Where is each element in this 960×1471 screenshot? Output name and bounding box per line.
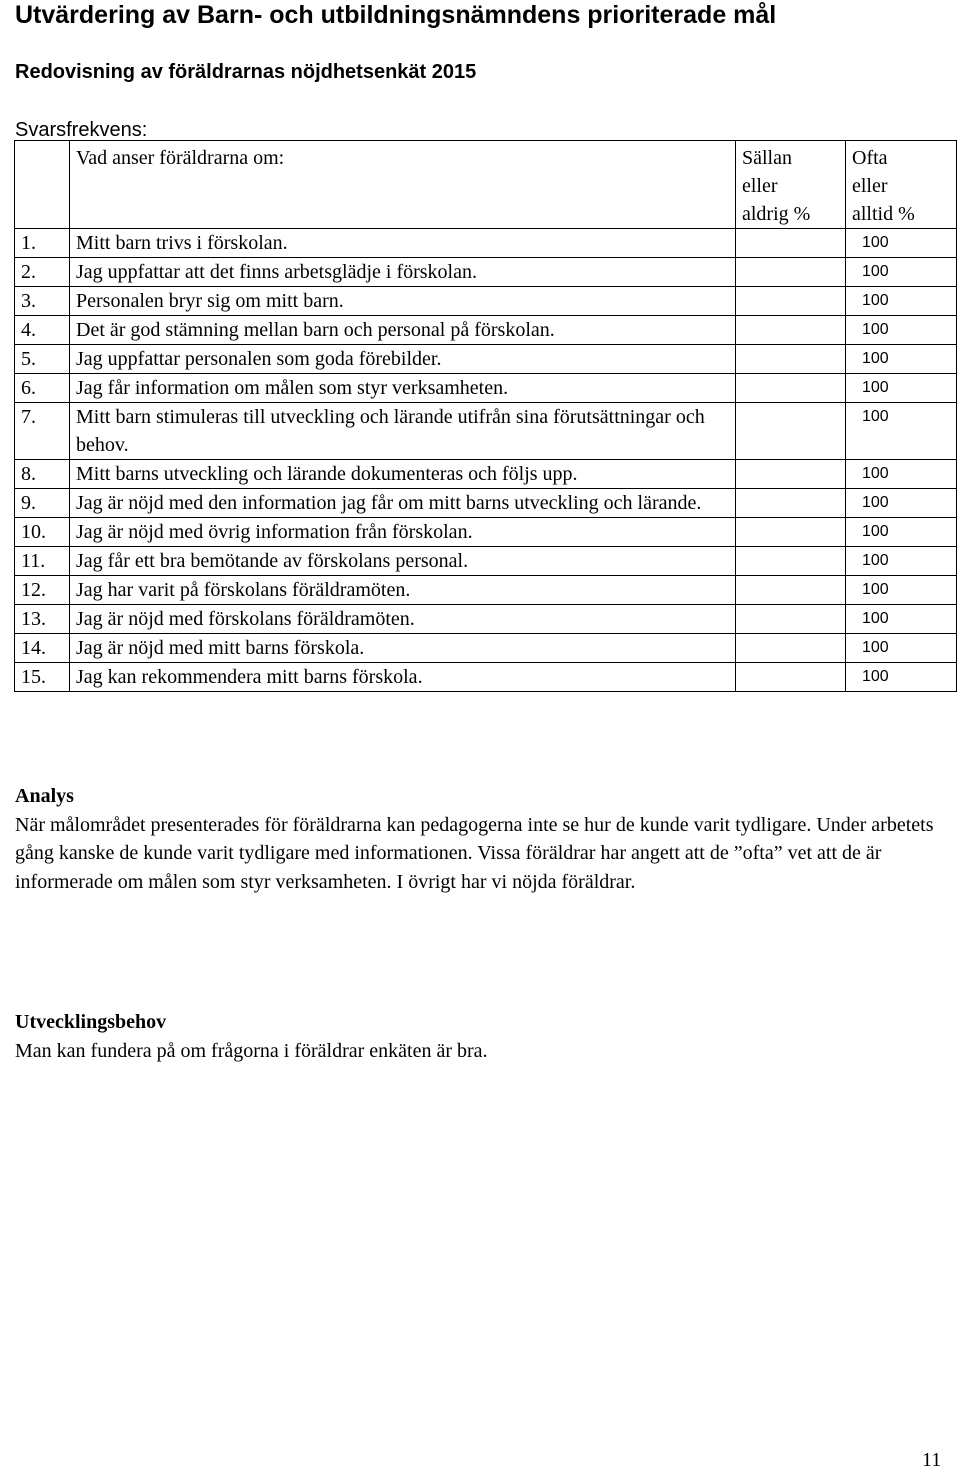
- analysis-section: [15, 782, 945, 896]
- row-often-value: 100: [862, 408, 889, 425]
- row-question: Jag uppfattar personalen som goda förebilder.: [76, 348, 442, 370]
- row-often-value: 100: [862, 263, 889, 280]
- page-number: 11: [922, 1449, 942, 1471]
- header-num-cell: [15, 141, 70, 229]
- row-number: 12.: [21, 579, 46, 601]
- table-row: [15, 634, 957, 663]
- row-number: 5.: [21, 348, 36, 370]
- table-row: [15, 489, 957, 518]
- table-row: [15, 229, 957, 258]
- row-question: Mitt barn stimuleras till utveckling och lärande utifrån sina förutsättningar och behov.: [76, 406, 705, 456]
- row-often-value: 100: [862, 494, 889, 511]
- table-row: [15, 258, 957, 287]
- row-question: Personalen bryr sig om mitt barn.: [76, 290, 344, 312]
- table-row: [15, 605, 957, 634]
- row-number: 9.: [21, 492, 36, 514]
- development-section: [15, 1008, 945, 1065]
- row-often-value: 100: [862, 465, 889, 482]
- analysis-text: När målområdet presenterades för föräldrarna kan pedagogerna inte se hur de kunde varit tydligare. Under arbetets gång kanske de kunde varit tydligare med informationen. Vissa föräldrar har angett att de ”ofta” vet att de är informerade om målen som styr verksamheten. I övrigt har vi nöjda föräldrar.: [15, 813, 934, 893]
- page-subtitle: Redovisning av föräldrarnas nöjdhetsenkät 2015: [15, 61, 477, 83]
- header-often-line: eller: [852, 175, 888, 197]
- row-question: Jag är nöjd med den information jag får om mitt barns utveckling och lärande.: [76, 492, 702, 514]
- table-row: [15, 663, 957, 692]
- table-row: [15, 518, 957, 547]
- row-question: Jag får information om målen som styr verksamheten.: [76, 377, 509, 399]
- row-number: 4.: [21, 319, 36, 341]
- row-question: Mitt barns utveckling och lärande dokumenteras och följs upp.: [76, 463, 578, 485]
- row-often-value: 100: [862, 552, 889, 569]
- row-often-value: 100: [862, 321, 889, 338]
- table-row: [15, 374, 957, 403]
- row-question: Mitt barn trivs i förskolan.: [76, 232, 288, 254]
- analysis-heading: Analys: [15, 785, 74, 807]
- response-rate-label: Svarsfrekvens:: [15, 119, 148, 141]
- row-number: 6.: [21, 377, 36, 399]
- row-number: 11.: [21, 550, 46, 572]
- table-row: [15, 460, 957, 489]
- row-question: Jag uppfattar att det finns arbetsglädje i förskolan.: [76, 261, 477, 283]
- development-heading: Utvecklingsbehov: [15, 1011, 167, 1033]
- header-often-line: Ofta: [852, 147, 888, 169]
- header-seldom-line: Sällan: [742, 147, 792, 169]
- survey-table-header: [15, 141, 957, 229]
- row-question: Jag är nöjd med förskolans föräldramöten.: [76, 608, 415, 630]
- row-number: 7.: [21, 406, 36, 428]
- table-row: [15, 576, 957, 605]
- development-text: Man kan fundera på om frågorna i föräldrar enkäten är bra.: [15, 1039, 488, 1062]
- row-often-value: 100: [862, 292, 889, 309]
- row-question: Det är god stämning mellan barn och personal på förskolan.: [76, 319, 555, 341]
- row-number: 1.: [21, 232, 36, 254]
- row-question: Jag får ett bra bemötande av förskolans personal.: [76, 550, 469, 572]
- row-often-value: 100: [862, 234, 889, 251]
- table-row: [15, 547, 957, 576]
- row-question: Jag är nöjd med övrig information från förskolan.: [76, 521, 473, 543]
- table-row: [15, 403, 957, 460]
- row-often-value: 100: [862, 379, 889, 396]
- table-row: [15, 316, 957, 345]
- row-question: Jag är nöjd med mitt barns förskola.: [76, 637, 365, 659]
- row-often-value: 100: [862, 639, 889, 656]
- row-question: Jag har varit på förskolans föräldramöten.: [76, 579, 411, 601]
- page-title: Utvärdering av Barn- och utbildningsnämndens prioriterade mål: [15, 1, 777, 29]
- table-row: [15, 287, 957, 316]
- survey-table: [14, 140, 957, 692]
- header-often-line: alltid %: [852, 203, 915, 225]
- row-number: 14.: [21, 637, 46, 659]
- row-often-value: 100: [862, 668, 889, 685]
- row-number: 2.: [21, 261, 36, 283]
- survey-table-body: [15, 229, 957, 692]
- header-question: Vad anser föräldrarna om:: [70, 141, 736, 229]
- row-number: 8.: [21, 463, 36, 485]
- header-seldom-line: aldrig %: [742, 203, 811, 225]
- row-often-value: 100: [862, 610, 889, 627]
- row-often-value: 100: [862, 523, 889, 540]
- row-number: 3.: [21, 290, 36, 312]
- row-number: 10.: [21, 521, 46, 543]
- header-seldom-line: eller: [742, 175, 778, 197]
- table-row: [15, 345, 957, 374]
- row-often-value: 100: [862, 581, 889, 598]
- row-question: Jag kan rekommendera mitt barns förskola.: [76, 666, 423, 688]
- row-number: 15.: [21, 666, 46, 688]
- header-often-always: [846, 141, 957, 229]
- row-number: 13.: [21, 608, 46, 630]
- row-often-value: 100: [862, 350, 889, 367]
- header-seldom-never: [736, 141, 846, 229]
